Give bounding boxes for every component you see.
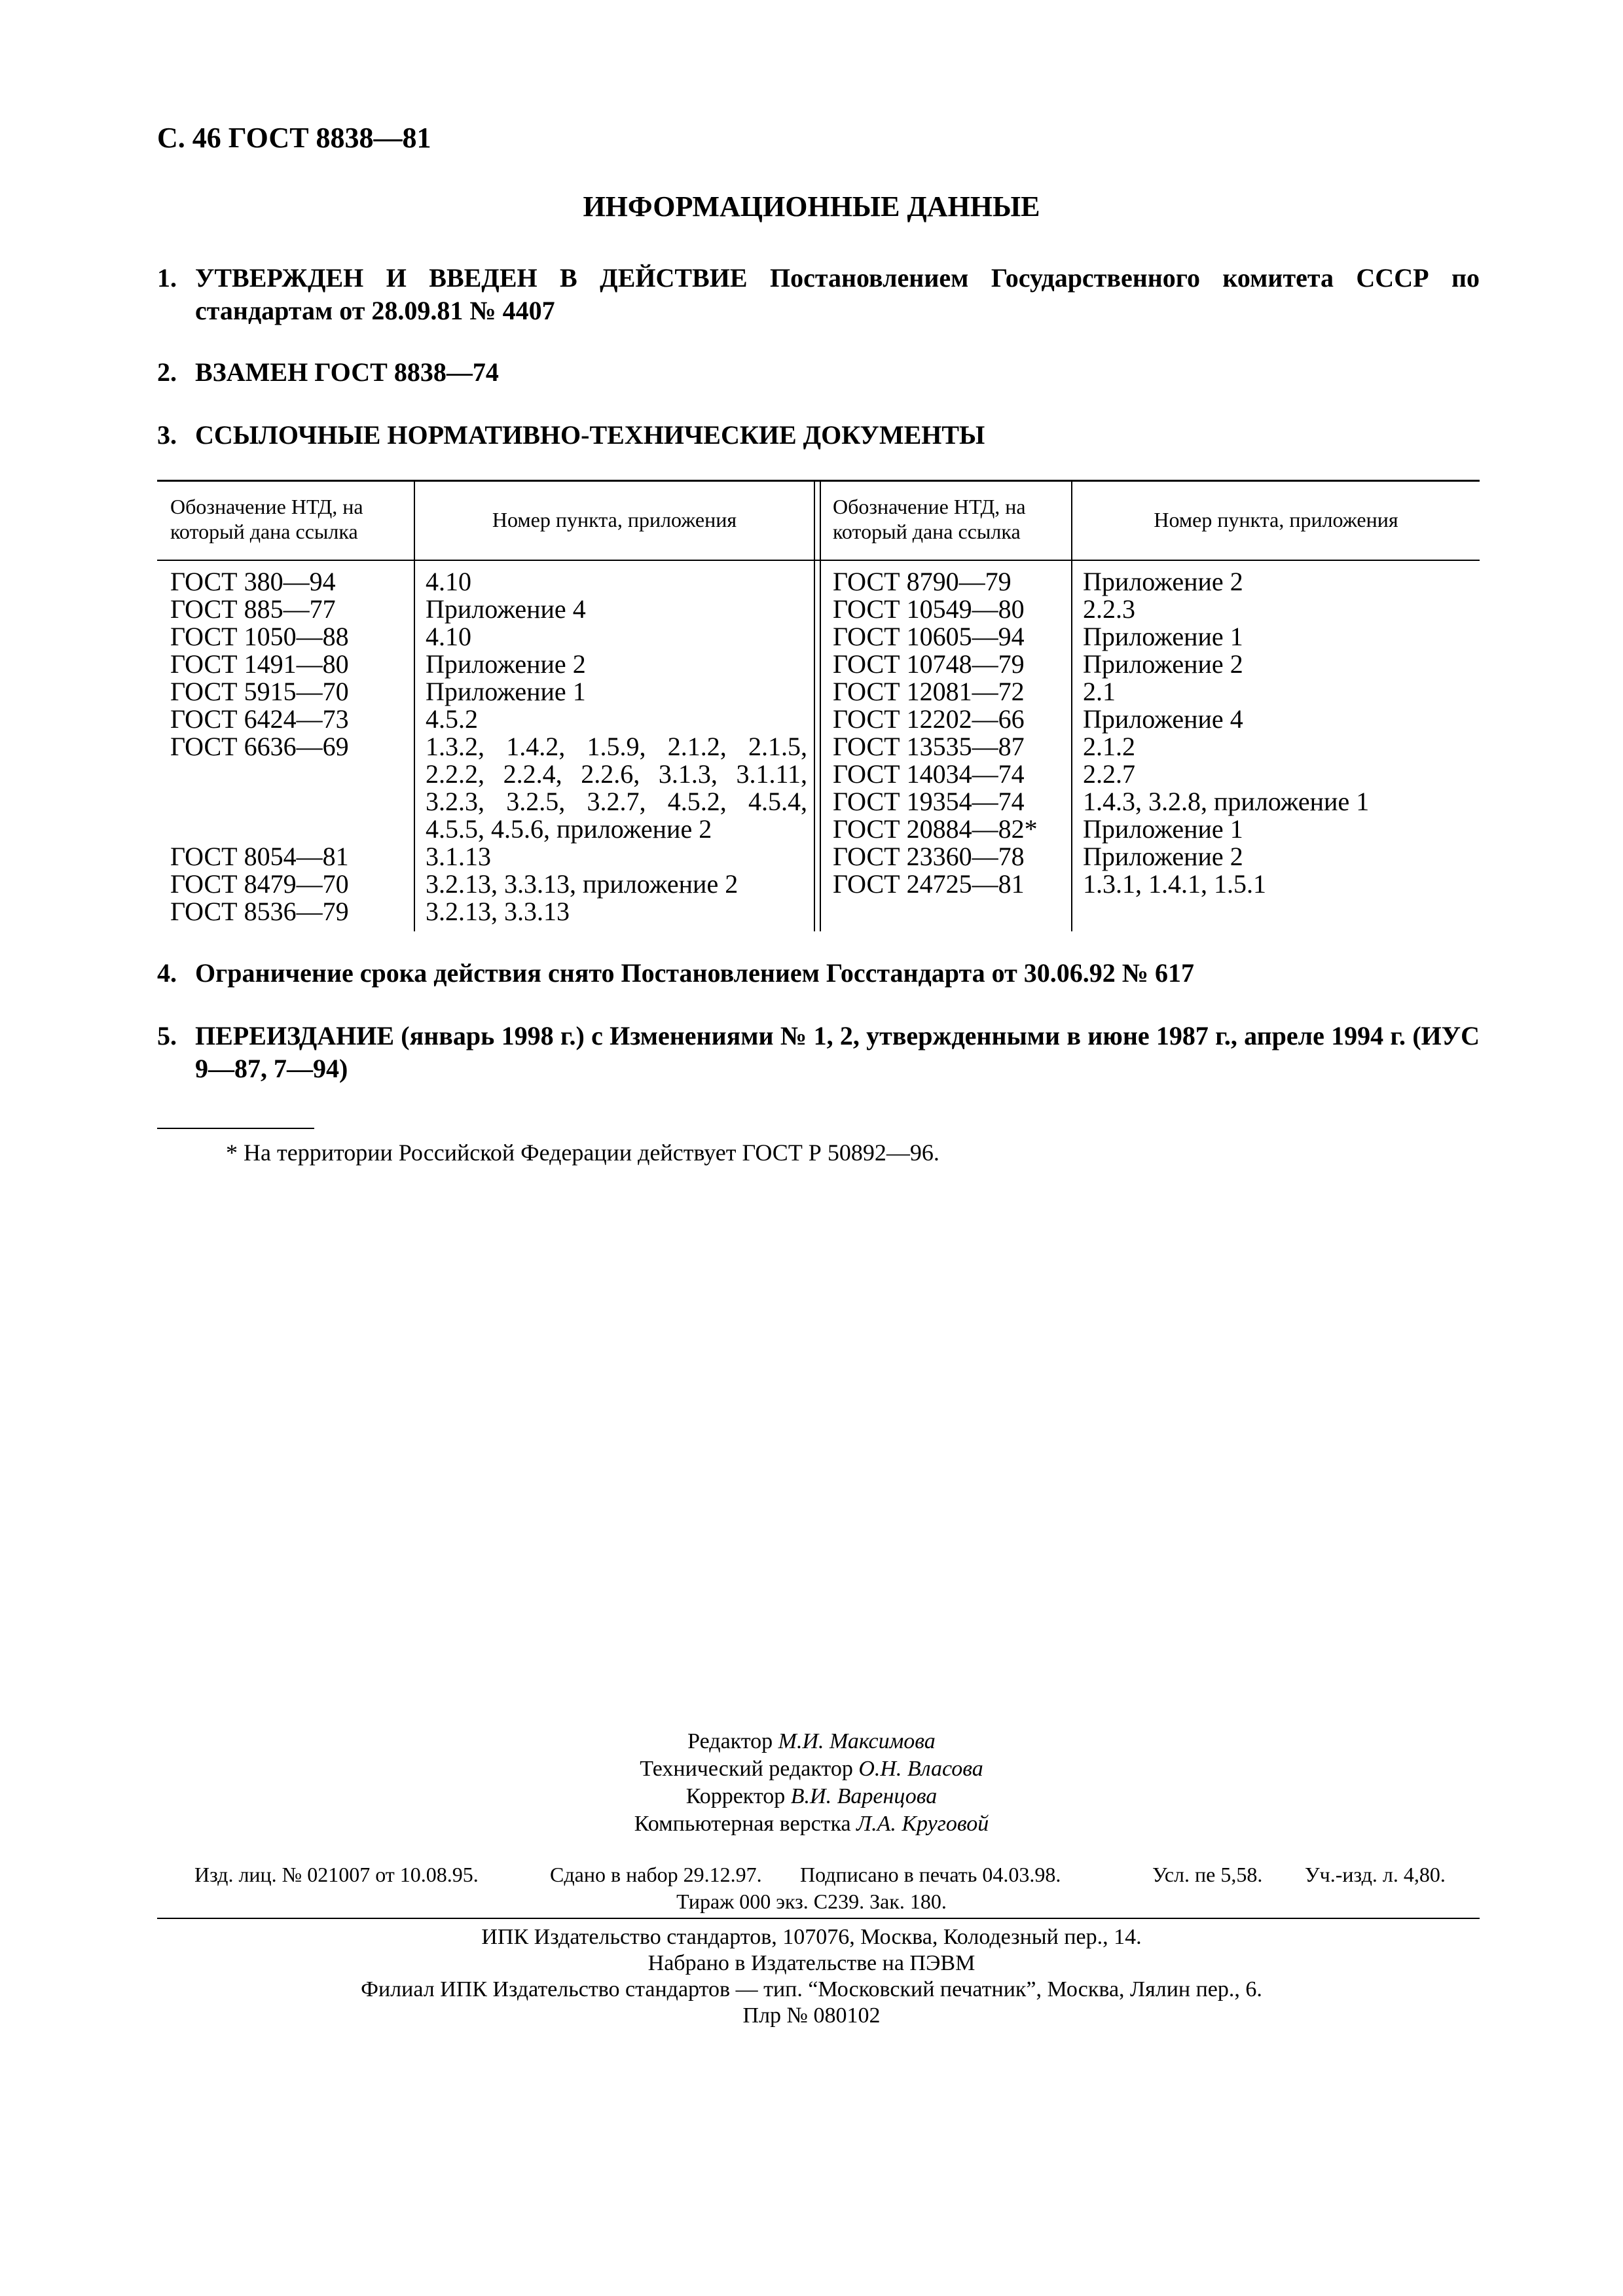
table-cell: ГОСТ 19354—74 — [833, 787, 1025, 816]
table-cell: ГОСТ 14034—74 — [833, 759, 1025, 789]
item-text: ВЗАМЕН ГОСТ 8838—74 — [195, 357, 499, 387]
table-cell: 4.10 — [426, 567, 471, 596]
table-cell: ГОСТ 12081—72 — [833, 677, 1025, 706]
page-header: С. 46 ГОСТ 8838—81 — [157, 122, 431, 154]
editor-credit: Редактор М.И. Максимова — [687, 1729, 936, 1753]
info-item-5 — [157, 1020, 1480, 1085]
table-cell: ГОСТ 8479—70 — [170, 869, 349, 899]
table-cell: ГОСТ 24725—81 — [833, 869, 1025, 899]
table-cell: ГОСТ 12202—66 — [833, 704, 1025, 734]
header-ntd-left: Обозначение НТД, на который дана ссылка — [170, 495, 363, 543]
item-number: 5. — [157, 1021, 177, 1050]
info-item-2 — [157, 356, 1480, 389]
table-cell: Приложение 1 — [1083, 622, 1243, 651]
item-text: ПЕРЕИЗДАНИЕ (январь 1998 г.) с Изменениями № 1, 2, утвержденными в июне 1987 г., апреле 1994 г. (ИУС 9—87, 7—94) — [195, 1021, 1480, 1083]
info-item-3 — [157, 419, 1480, 452]
left-item-column — [426, 568, 807, 925]
table-cell: 2.2.3 — [1083, 594, 1135, 624]
footnote-divider — [157, 1128, 314, 1129]
table-cell: ГОСТ 1491—80 — [170, 649, 349, 679]
item-number: 3. — [157, 420, 177, 450]
table-cell: ГОСТ 380—94 — [170, 567, 336, 596]
editor-name: М.И. Максимова — [778, 1729, 936, 1753]
table-cell: Приложение 1 — [1083, 814, 1243, 844]
item-text: УТВЕРЖДЕН И ВВЕДЕН В ДЕЙСТВИЕ Постановлением Государственного комитета СССР по стандартам от 28.09.81 № 4407 — [195, 263, 1480, 325]
corrector-name: В.И. Варенцова — [790, 1784, 938, 1808]
tech-editor-name: О.Н. Власова — [858, 1757, 983, 1781]
table-cell: ГОСТ 885—77 — [170, 594, 336, 624]
table-cell: 3.2.13, 3.3.13, приложение 2 — [426, 869, 739, 899]
publisher-line-4: Плр № 080102 — [742, 2003, 881, 2028]
table-cell: ГОСТ 1050—88 — [170, 622, 349, 651]
item-number: 4. — [157, 958, 177, 988]
table-cell: 2.2.7 — [1083, 759, 1135, 789]
header-item-left: Номер пункта, приложения — [492, 508, 737, 531]
footnote: * На территории Российской Федерации действует ГОСТ Р 50892—96. — [226, 1139, 939, 1166]
table-cell: 2.1 — [1083, 677, 1116, 706]
tech-editor-credit: Технический редактор О.Н. Власова — [640, 1757, 983, 1781]
table-cell: ГОСТ 8054—81 — [170, 842, 349, 871]
table-cell: ГОСТ 13535—87 — [833, 732, 1025, 761]
table-cell: Приложение 4 — [1083, 704, 1243, 734]
table-cell: ГОСТ 10549—80 — [833, 594, 1025, 624]
sent-info: Сдано в набор 29.12.97. — [550, 1863, 762, 1886]
publisher-line-1: ИПК Издательство стандартов, 107076, Москва, Колодезный пер., 14. — [481, 1925, 1142, 1949]
table-cell — [170, 816, 349, 843]
corrector-credit: Корректор В.И. Варенцова — [685, 1784, 938, 1808]
table-cell: ГОСТ 8790—79 — [833, 567, 1012, 596]
circulation-info: Тираж 000 экз. С239. Зак. 180. — [676, 1890, 947, 1913]
left-doc-column — [170, 568, 349, 925]
publisher-line-2: Набрано в Издательстве на ПЭВМ — [647, 1951, 976, 1975]
signed-info: Подписано в печать 04.03.98. — [800, 1863, 1061, 1886]
publisher-line-3: Филиал ИПК Издательство стандартов — тип. “Московский печатник”, Москва, Лялин пер., 6. — [361, 1977, 1262, 2001]
license-info: Изд. лиц. № 021007 от 10.08.95. — [194, 1863, 479, 1886]
info-item-4 — [157, 957, 1480, 990]
layout-credit: Компьютерная верстка Л.А. Круговой — [634, 1812, 989, 1836]
table-cell: 1.3.2, 1.4.2, 1.5.9, 2.1.2, 2.1.5, — [426, 732, 807, 761]
table-cell: ГОСТ 23360—78 — [833, 842, 1025, 871]
table-cell: 2.2.2, 2.2.4, 2.2.6, 3.1.3, 3.1.11, — [426, 759, 807, 789]
table-cell: Приложение 2 — [426, 649, 586, 679]
table-cell: 1.3.1, 1.4.1, 1.5.1 — [1083, 869, 1266, 899]
header-item-right: Номер пункта, приложения — [1154, 508, 1398, 531]
item-text: ССЫЛОЧНЫЕ НОРМАТИВНО-ТЕХНИЧЕСКИЕ ДОКУМЕНТЫ — [195, 420, 985, 450]
table-cell: 2.1.2 — [1083, 732, 1135, 761]
table-cell: Приложение 4 — [426, 594, 586, 624]
table-cell: Приложение 1 — [426, 677, 586, 706]
header-ntd-right: Обозначение НТД, на который дана ссылка — [833, 495, 1026, 543]
page-title: ИНФОРМАЦИОННЫЕ ДАННЫЕ — [583, 190, 1040, 223]
table-cell: 3.2.3, 3.2.5, 3.2.7, 4.5.2, 4.5.4, — [426, 787, 807, 816]
pub-sheets-info: Уч.-изд. л. 4,80. — [1305, 1863, 1446, 1886]
table-cell: ГОСТ 10605—94 — [833, 622, 1025, 651]
table-cell: 3.1.13 — [426, 842, 491, 871]
table-cell: ГОСТ 6636—69 — [170, 732, 349, 761]
publisher-divider — [157, 1918, 1480, 1919]
table-cell: ГОСТ 6424—73 — [170, 704, 349, 734]
table-cell — [170, 761, 349, 788]
info-item-1 — [157, 262, 1480, 327]
right-item-column — [1083, 568, 1369, 898]
table-cell: ГОСТ 5915—70 — [170, 677, 349, 706]
table-cell: ГОСТ 20884—82* — [833, 814, 1038, 844]
item-number: 2. — [157, 357, 177, 387]
table-cell: 4.10 — [426, 622, 471, 651]
table-cell: ГОСТ 10748—79 — [833, 649, 1025, 679]
sheets-info: Усл. пе 5,58. — [1152, 1863, 1263, 1886]
table-cell: 4.5.5, 4.5.6, приложение 2 — [426, 814, 712, 844]
right-doc-column — [833, 568, 1038, 898]
table-cell: 3.2.13, 3.3.13 — [426, 897, 570, 926]
item-number: 1. — [157, 263, 177, 293]
table-cell: ГОСТ 8536—79 — [170, 897, 349, 926]
table-cell — [170, 788, 349, 816]
references-table — [157, 480, 1480, 931]
layout-name: Л.А. Круговой — [856, 1812, 989, 1836]
table-cell: 4.5.2 — [426, 704, 478, 734]
item-text: Ограничение срока действия снято Постановлением Госстандарта от 30.06.92 № 617 — [195, 958, 1194, 988]
table-cell: Приложение 2 — [1083, 649, 1243, 679]
table-cell: 1.4.3, 3.2.8, приложение 1 — [1083, 787, 1370, 816]
table-cell: Приложение 2 — [1083, 842, 1243, 871]
table-cell: Приложение 2 — [1083, 567, 1243, 596]
